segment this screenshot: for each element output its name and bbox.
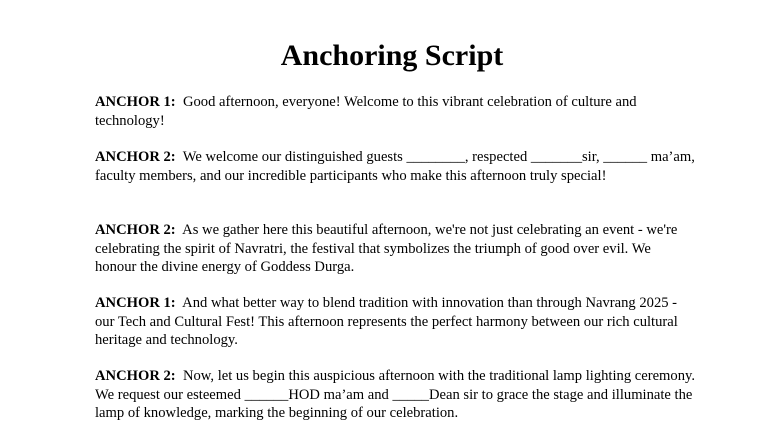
paragraph-text: We welcome our distinguished guests ________, respected _______sir, ______ ma’am, faculty members, and our incredible participants who make this afternoon truly special!	[95, 149, 695, 184]
script-paragraph	[95, 367, 695, 423]
paragraph-text: As we gather here this beautiful afternoon, we're not just celebrating an event - we're celebrating the spirit of Navratri, the festival that symbolizes the triumph of good over evil. We honour the divine energy of Goddess Durga.	[95, 222, 678, 275]
paragraph-text: And what better way to blend tradition with innovation than through Navrang 2025 - our Tech and Cultural Fest! This afternoon represents the perfect harmony between our rich cultural heritage and technology.	[95, 295, 678, 348]
paragraph-text: Now, let us begin this auspicious afternoon with the traditional lamp lighting ceremony. We request our esteemed ______HOD ma’am and _____Dean sir to grace the stage and illuminate the lamp of knowledge, marking the beginning of our celebration.	[95, 368, 695, 421]
paragraph-text: Good afternoon, everyone! Welcome to this vibrant celebration of culture and technology!	[95, 94, 637, 129]
script-paragraph	[95, 93, 695, 130]
script-paragraph	[95, 148, 695, 185]
speaker-label: ANCHOR 2:	[95, 222, 176, 238]
document-title: Anchoring Script	[280, 39, 504, 72]
speaker-label: ANCHOR 1:	[95, 295, 176, 311]
script-paragraph	[95, 294, 695, 350]
speaker-label: ANCHOR 2:	[95, 368, 176, 384]
speaker-label: ANCHOR 1:	[95, 94, 176, 110]
script-paragraph	[95, 221, 695, 277]
speaker-label: ANCHOR 2:	[95, 149, 176, 165]
